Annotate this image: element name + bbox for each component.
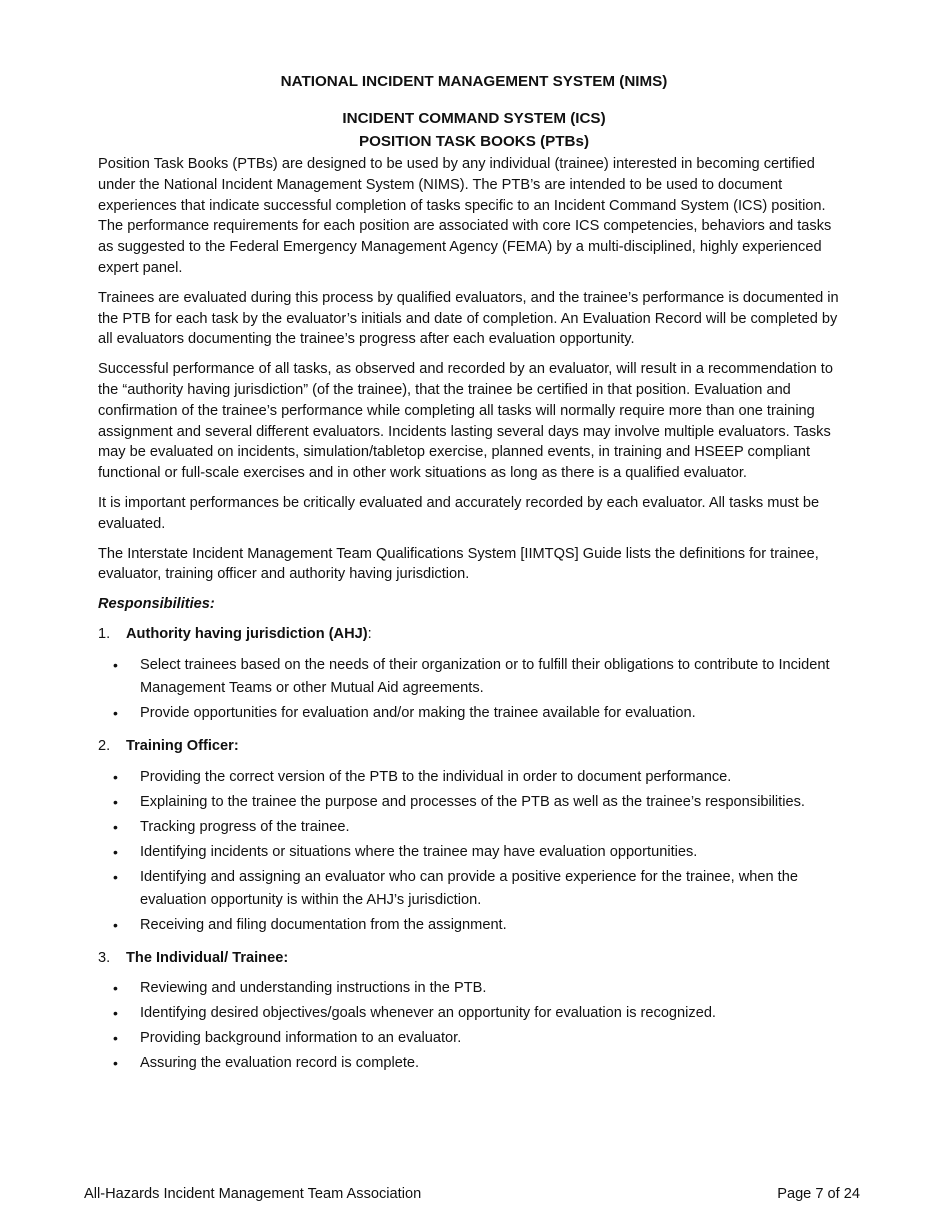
header-block <box>98 70 850 153</box>
section-label: Authority having jurisdiction (AHJ) <box>126 625 368 642</box>
bullet-icon: • <box>113 656 118 673</box>
list-item-text: Identifying incidents or situations where the trainee may have evaluation opportunities. <box>140 843 698 860</box>
section-heading-ahj <box>98 624 850 645</box>
list-item-text: Explaining to the trainee the purpose and processes of the PTB as well as the trainee’s responsibilities. <box>140 793 805 810</box>
list-item <box>98 791 850 814</box>
section-label: Training Officer: <box>126 737 239 754</box>
subtitle-ptb: POSITION TASK BOOKS (PTBs) <box>358 133 590 150</box>
section-heading-trainee <box>98 948 850 969</box>
bullet-icon: • <box>113 704 118 721</box>
footer-organization: All-Hazards Incident Management Team Association <box>84 1186 422 1202</box>
paragraph: Trainees are evaluated during this process by qualified evaluators, and the trainee’s performance is documented in the PTB for each task by the evaluator’s initials and date of completion. An Evaluation Record will be completed by all evaluators documenting the trainee’s progress after each evaluation opportunity. <box>98 289 839 348</box>
list-item <box>98 766 850 789</box>
training-officer-bullet-list <box>98 766 850 937</box>
bullet-icon: • <box>113 980 118 997</box>
bullet-icon: • <box>113 793 118 810</box>
list-item-text: Identifying and assigning an evaluator who can provide a positive experience for the trainee, when the evaluation opportunity is within the AHJ’s jurisdiction. <box>140 868 798 908</box>
list-item-text: Assuring the evaluation record is complete. <box>140 1055 420 1072</box>
list-item <box>98 1002 850 1025</box>
section-number: 3. <box>98 949 111 966</box>
bullet-icon: • <box>113 768 118 785</box>
list-item <box>98 816 850 839</box>
main-title: NATIONAL INCIDENT MANAGEMENT SYSTEM (NIMS) <box>280 73 668 90</box>
list-item <box>98 702 850 725</box>
list-item-text: Providing background information to an evaluator. <box>140 1030 462 1047</box>
list-item <box>98 1027 850 1050</box>
document-page <box>98 70 850 1086</box>
list-item-text: Identifying desired objectives/goals whenever an opportunity for evaluation is recognized. <box>140 1005 716 1022</box>
list-item-text: Reviewing and understanding instructions in the PTB. <box>140 980 487 997</box>
responsibilities-heading: Responsibilities: <box>98 596 215 613</box>
paragraph: The Interstate Incident Management Team Qualifications System [IIMTQS] Guide lists the definitions for trainee, evaluator, training officer and authority having jurisdiction. <box>98 545 819 583</box>
ahj-bullet-list <box>98 654 850 725</box>
list-item-text: Tracking progress of the trainee. <box>140 818 350 835</box>
section-number: 2. <box>98 737 111 754</box>
bullet-icon: • <box>113 843 118 860</box>
paragraph: It is important performances be critically evaluated and accurately recorded by each evaluator. All tasks must be evaluated. <box>98 494 820 532</box>
list-item <box>98 654 850 700</box>
list-item-text: Select trainees based on the needs of their organization or to fulfill their obligations to contribute to Incident Management Teams or other Mutual Aid agreements. <box>140 656 830 696</box>
bullet-icon: • <box>113 1030 118 1047</box>
bullet-icon: • <box>113 818 118 835</box>
section-suffix: : <box>367 625 372 642</box>
page-footer <box>84 1186 860 1202</box>
list-item <box>98 866 850 912</box>
page-number: Page 7 of 24 <box>777 1186 860 1202</box>
bullet-icon: • <box>113 916 118 933</box>
section-heading-training-officer <box>98 736 850 757</box>
list-item <box>98 1052 850 1075</box>
list-item <box>98 914 850 937</box>
section-number: 1. <box>98 625 111 642</box>
trainee-bullet-list <box>98 977 850 1075</box>
subtitle-ics: INCIDENT COMMAND SYSTEM (ICS) <box>342 110 606 127</box>
bullet-icon: • <box>113 1005 118 1022</box>
list-item-text: Receiving and filing documentation from the assignment. <box>140 916 507 933</box>
paragraph: Position Task Books (PTBs) are designed to be used by any individual (trainee) interested in becoming certified under the National Incident Management System (NIMS). The PTB’s are intended to be used to document experiences that indicate successful completion of tasks specific to an Incident Command System (ICS) position. The performance requirements for each position are associated with core ICS competencies, behaviors and tasks as suggested to the Federal Emergency Management Agency (FEMA) by a multi-disciplined, highly experienced expert panel. <box>98 156 832 276</box>
section-label: The Individual/ Trainee: <box>126 949 289 966</box>
list-item <box>98 841 850 864</box>
list-item-text: Provide opportunities for evaluation and/or making the trainee available for evaluation. <box>140 704 696 721</box>
list-item-text: Providing the correct version of the PTB to the individual in order to document performance. <box>140 768 732 785</box>
bullet-icon: • <box>113 868 118 885</box>
paragraph: Successful performance of all tasks, as observed and recorded by an evaluator, will result in a recommendation to the “authority having jurisdiction” (of the trainee), that the trainee be certified in that position. Evaluation and confirmation of the trainee’s performance while completing all tasks will normally require more than one training assignment and several different evaluators. Incidents lasting several days may involve multiple evaluators. Tasks may be evaluated on incidents, simulation/tabletop exercise, planned events, in training and HSEEP compliant functional or full-scale exercises and in other work situations as long as there is a qualified evaluator. <box>98 361 833 482</box>
bullet-icon: • <box>113 1055 118 1072</box>
list-item <box>98 977 850 1000</box>
